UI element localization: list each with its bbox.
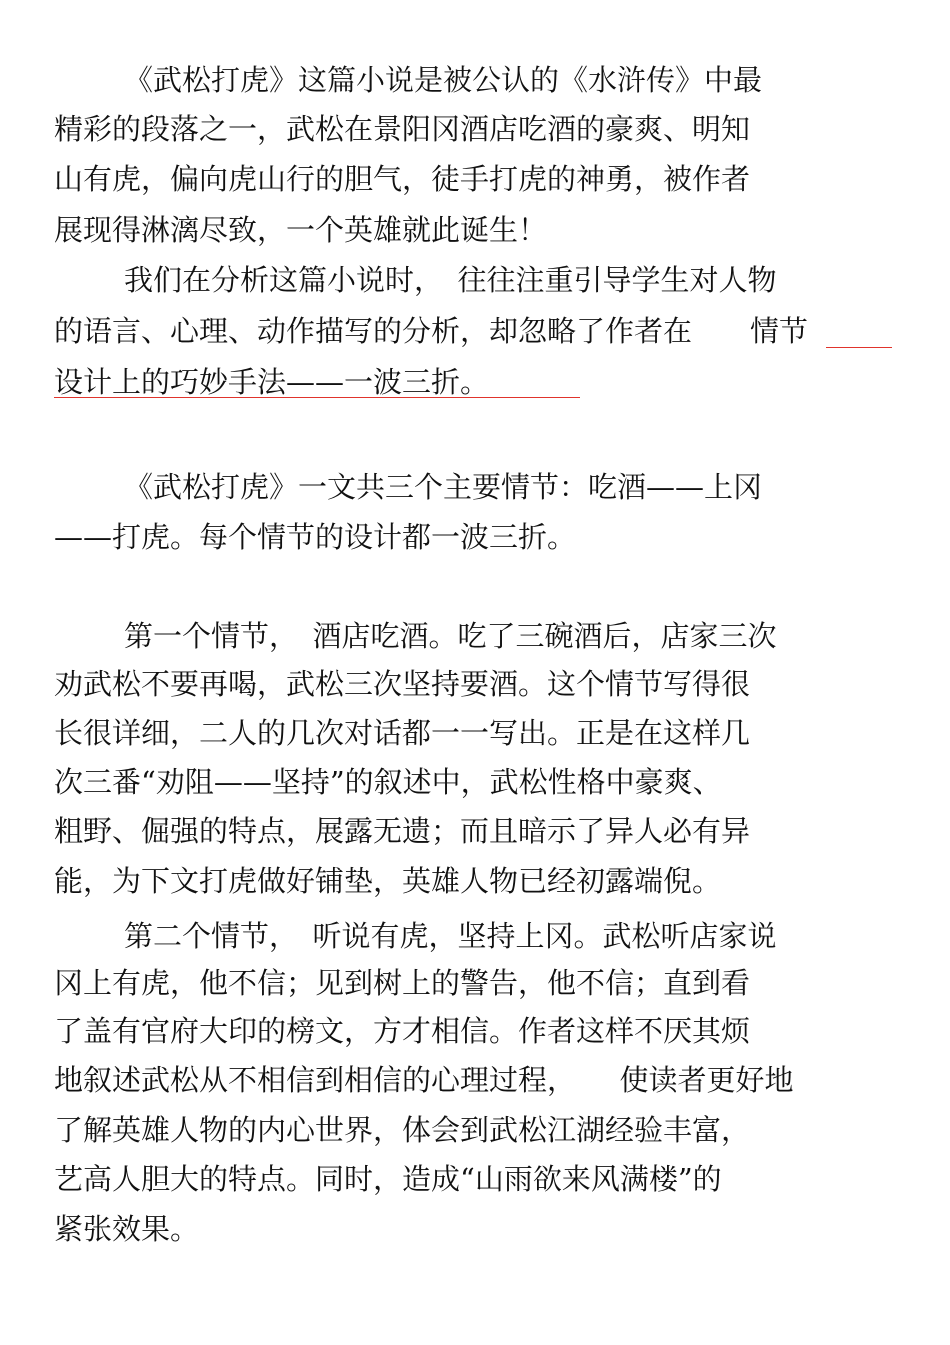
- text-line: 《武松打虎》这篇小说是被公认的《水浒传》中最: [124, 63, 763, 97]
- text-line: 的语言、心理、动作描写的分析，却忽略了作者在 情节: [54, 314, 809, 348]
- text-line: 我们在分析这篇小说时， 往往注重引导学生对人物: [124, 263, 777, 297]
- text-line: 艺高人胆大的特点。同时，造成“山雨欲来风满楼”的: [54, 1162, 722, 1196]
- text-line: 能，为下文打虎做好铺垫，英雄人物已经初露端倪。: [54, 864, 722, 898]
- text-line: 了解英雄人物的内心世界，体会到武松江湖经验丰富，: [54, 1113, 751, 1147]
- text-line: 劝武松不要再喝，武松三次坚持要酒。这个情节写得很: [54, 667, 751, 701]
- revision-underline: [826, 347, 892, 348]
- text-line: 《武松打虎》一文共三个主要情节：吃酒——上冈: [124, 470, 763, 504]
- text-line: 第一个情节， 酒店吃酒。吃了三碗酒后，店家三次: [124, 619, 777, 653]
- text-line: 设计上的巧妙手法——一波三折。: [54, 365, 490, 399]
- text-line: 精彩的段落之一，武松在景阳冈酒店吃酒的豪爽、明知: [54, 112, 751, 146]
- text-line: 展现得淋漓尽致，一个英雄就此诞生！: [54, 213, 548, 247]
- text-line: 冈上有虎，他不信；见到树上的警告，他不信；直到看: [54, 966, 751, 1000]
- text-line: 山有虎，偏向虎山行的胆气，徒手打虎的神勇，被作者: [54, 162, 751, 196]
- text-line: 第二个情节， 听说有虎，坚持上冈。武松听店家说: [124, 919, 777, 953]
- text-line: 长很详细，二人的几次对话都一一写出。正是在这样几: [54, 716, 751, 750]
- text-line: 了盖有官府大印的榜文，方才相信。作者这样不厌其烦: [54, 1014, 751, 1048]
- text-line: 紧张效果。: [54, 1212, 200, 1246]
- text-line: ——打虎。每个情节的设计都一波三折。: [54, 520, 577, 554]
- text-line: 粗野、倔强的特点，展露无遗；而且暗示了异人必有异: [54, 814, 751, 848]
- text-line: 地叙述武松从不相信到相信的心理过程， 使读者更好地: [54, 1063, 794, 1097]
- revision-underline: [54, 397, 580, 398]
- text-line: 次三番“劝阻——坚持”的叙述中，武松性格中豪爽、: [54, 765, 722, 799]
